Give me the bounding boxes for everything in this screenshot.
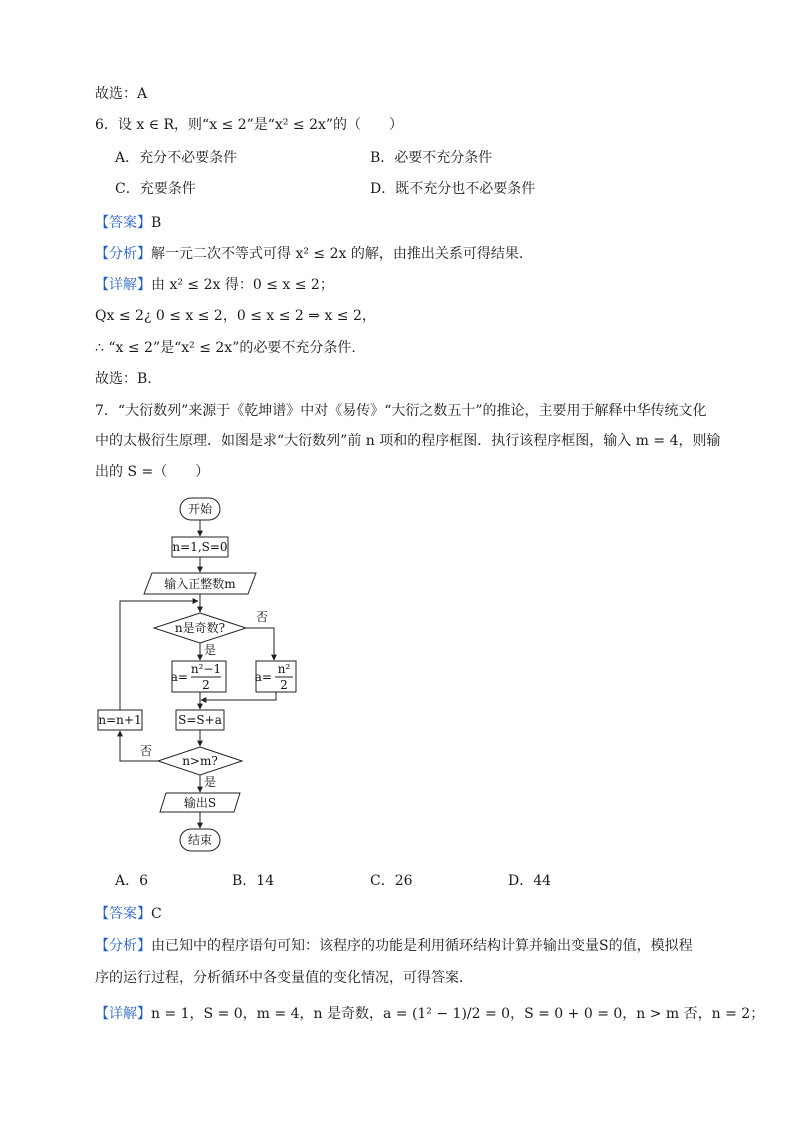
detail-tag: 【详解】	[95, 1006, 151, 1022]
detail-text: n = 1，S = 0，m = 4，n 是奇数，a = (1² − 1)/2 = 0，S = 0 + 0 = 0，n > m 否，n = 2；	[151, 1006, 765, 1022]
q6-option-b: B．必要不充分条件	[370, 150, 493, 166]
flow-even-lhs: a=	[254, 670, 272, 684]
detail-tag: 【详解】	[95, 277, 151, 293]
q7-detail	[95, 1004, 764, 1024]
flow-loop-check-label: n>m?	[182, 754, 218, 768]
q7-answer	[95, 904, 162, 924]
question-7-stem-line-2: 中的太极衍生原理．如图是求“大衍数列”前 n 项和的程序框图．执行该程序框图，输入 m = 4，则输	[95, 433, 721, 449]
flow-even-denominator: 2	[280, 678, 288, 692]
flow-odd-numerator: n²−1	[190, 662, 222, 676]
detail-text: 由 x² ≤ 2x 得：0 ≤ x ≤ 2；	[151, 277, 334, 293]
flow-loop-no-label: 否	[140, 744, 153, 758]
flow-even-numerator: n²	[277, 662, 291, 676]
flow-odd-denominator: 2	[202, 678, 210, 692]
analysis-tag: 【分析】	[95, 938, 151, 954]
q6-option-a: A．充分不必要条件	[115, 150, 238, 166]
q7-option-b: B．14	[232, 873, 275, 889]
q7-option-a: A．6	[115, 873, 149, 889]
q6-answer	[95, 213, 161, 233]
q7-option-c: C．26	[370, 873, 413, 889]
question-7-stem-line-3: 出的 S =（ ）	[95, 464, 210, 480]
flow-loop-yes-label: 是	[204, 775, 217, 789]
q7-option-d: D．44	[508, 873, 552, 889]
q6-option-c: C．充要条件	[115, 181, 196, 197]
question-6-stem: 6．设 x ∈ R，则“x ≤ 2”是“x² ≤ 2x”的（ ）	[95, 117, 404, 133]
q6-option-d: D．既不充分也不必要条件	[370, 181, 536, 197]
flow-increment-label: n=n+1	[98, 713, 142, 727]
answer-tag: 【答案】	[95, 906, 151, 922]
question-7-stem-line-1: 7．“大衍数列”来源于《乾坤谱》中对《易传》“大衍之数五十”的推论，主要用于解释中华传统文化	[95, 403, 707, 419]
flow-odd-check-label: n是奇数?	[174, 621, 226, 635]
q6-step-1: Qx ≤ 2¿ 0 ≤ x ≤ 2，0 ≤ x ≤ 2 ⇒ x ≤ 2，	[95, 308, 376, 324]
q7-analysis-line-2: 序的运行过程，分析循环中各变量值的变化情况，可得答案．	[95, 970, 473, 986]
flow-odd-no-label: 否	[256, 610, 269, 624]
q6-step-2: ∴ “x ≤ 2”是“x² ≤ 2x”的必要不充分条件.	[95, 340, 356, 356]
answer-tag: 【答案】	[95, 215, 151, 231]
flow-start-label: 开始	[187, 502, 213, 516]
q6-detail	[95, 275, 334, 295]
answer-value: C	[151, 906, 162, 922]
flow-end-label: 结束	[187, 833, 213, 847]
flow-sum-label: S=S+a	[178, 713, 222, 727]
q6-conclusion: 故选：B.	[95, 371, 152, 387]
answer-value: B	[151, 215, 162, 231]
analysis-text: 解一元二次不等式可得 x² ≤ 2x 的解，由推出关系可得结果.	[151, 246, 524, 262]
flowchart	[90, 490, 320, 860]
flow-odd-lhs: a=	[170, 670, 188, 684]
previous-conclusion: 故选：A	[95, 86, 148, 102]
flow-odd-yes-label: 是	[204, 643, 217, 657]
analysis-text: 由已知中的程序语句可知：该程序的功能是利用循环结构计算并输出变量S的值，模拟程	[151, 938, 693, 954]
flow-input-label: 输入正整数m	[164, 577, 236, 591]
flow-output-label: 输出S	[183, 796, 217, 810]
q7-analysis-line-1	[95, 936, 693, 956]
q6-analysis	[95, 244, 523, 264]
analysis-tag: 【分析】	[95, 246, 151, 262]
flow-init-label: n=1,S=0	[172, 540, 228, 554]
